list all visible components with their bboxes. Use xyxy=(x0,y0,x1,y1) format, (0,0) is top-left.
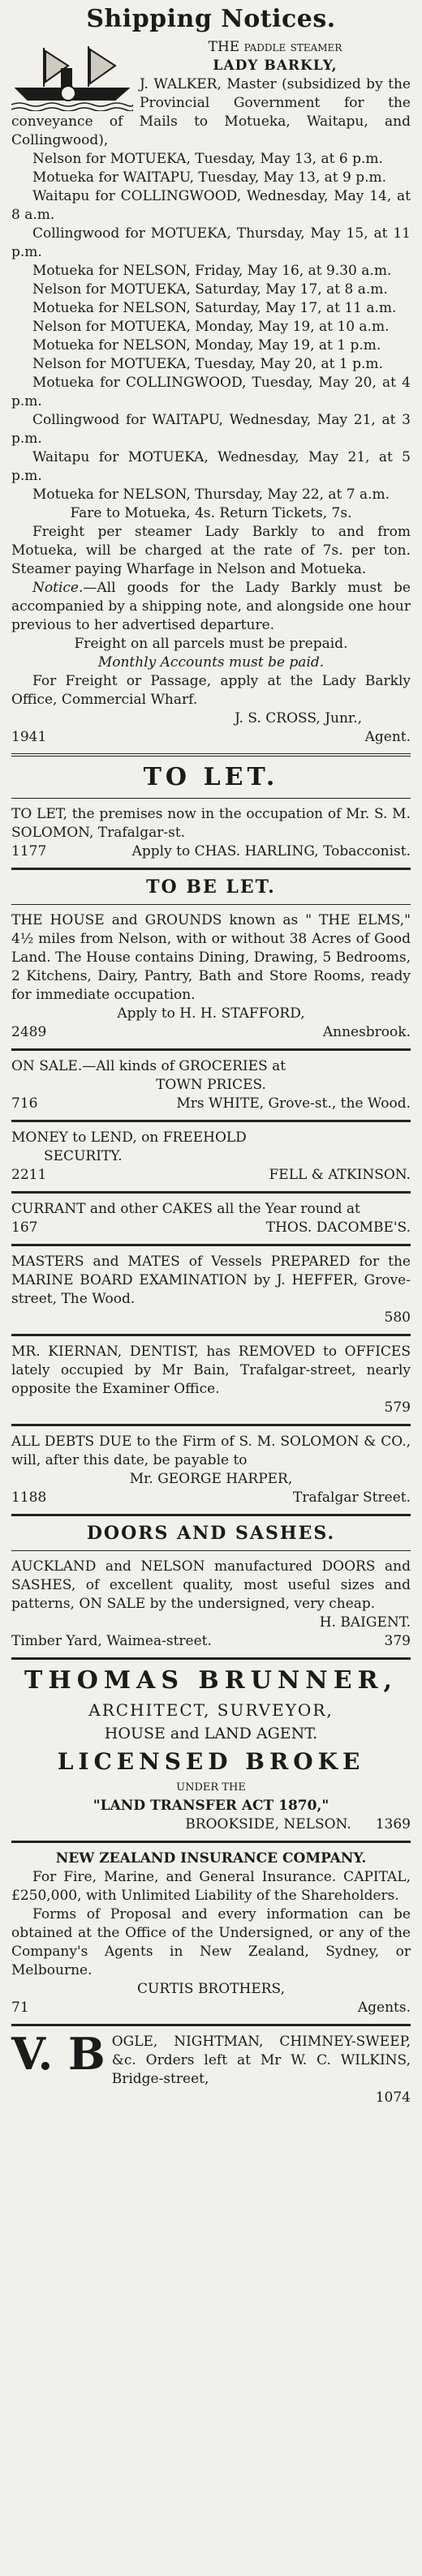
money-line2: SECURITY. xyxy=(44,1148,123,1164)
debts-street: Trafalgar Street. xyxy=(293,1489,411,1506)
money-footer xyxy=(11,1166,411,1185)
masters-body: MASTERS and MATES of Vessels PREPARED for the MARINE BOARD EXAMINATION by J. HEFFER, Grove-street, The Wood. xyxy=(11,1254,411,1307)
intro-line: THE paddle steamer xyxy=(208,39,342,55)
bogle-advertisement xyxy=(11,2028,411,2107)
to-let-advertisement xyxy=(11,805,411,861)
section-divider xyxy=(11,1048,411,1051)
section-divider xyxy=(11,868,411,870)
insurance-footer xyxy=(11,1999,411,2017)
insurance-body1: For Fire, Marine, and General Insurance. CAPITAL, £250,000, with Unlimited Liability of the Shareholders. xyxy=(11,1869,411,1904)
groceries-advertisement xyxy=(11,1057,411,1113)
debts-advertisement xyxy=(11,1433,411,1507)
to-let-heading: TO LET. xyxy=(143,763,279,791)
ad-number: 1188 xyxy=(11,1489,47,1506)
ad-number: 1074 xyxy=(375,2090,411,2106)
ad-number: 579 xyxy=(384,1399,411,1416)
insurance-signature: CURTIS BROTHERS, xyxy=(137,1981,285,1997)
divider xyxy=(11,798,411,799)
notice-label: Notice. xyxy=(32,580,84,596)
schedule-entry: Motueka for WAITAPU, Tuesday, May 13, at 9 p.m. xyxy=(32,169,387,186)
prepaid-line: Freight on all parcels must be prepaid. xyxy=(74,636,348,652)
schedule-entry: Nelson for MOTUEKA, Tuesday, May 13, at 6 p.m. xyxy=(32,151,383,167)
ad-number: 1369 xyxy=(375,1816,411,1832)
brunner-footer xyxy=(11,1815,411,1834)
section-divider xyxy=(11,1841,411,1843)
ad-number: 1941 xyxy=(11,729,47,745)
divider xyxy=(11,1550,411,1551)
schedule-entry: Collingwood for WAITAPU, Wednesday, May 21, at 3 p.m. xyxy=(11,412,411,447)
doors-footer xyxy=(11,1632,411,1651)
insurance-agents: Agents. xyxy=(357,2000,411,2016)
ad-number: 1177 xyxy=(11,843,47,859)
fare-line: Fare to Motueka, 4s. Return Tickets, 7s. xyxy=(70,505,352,521)
section-divider xyxy=(11,1657,411,1660)
to-be-let-place: Annesbrook. xyxy=(322,1024,411,1040)
doors-signature: H. BAIGENT. xyxy=(319,1614,411,1631)
brunner-under: UNDER THE xyxy=(176,1781,246,1794)
ad-number: 716 xyxy=(11,1095,38,1112)
ad-number: 2211 xyxy=(11,1167,47,1183)
doors-body: AUCKLAND and NELSON manufactured DOORS and SASHES, of excellent quality, most useful sizes and patterns, ON SALE by the undersigned, very cheap. xyxy=(11,1558,411,1612)
schedule-entry: Nelson for MOTUEKA, Tuesday, May 20, at 1 p.m. xyxy=(32,356,383,372)
money-signature: FELL & ATKINSON. xyxy=(269,1167,411,1183)
intro-body: J. WALKER, Master (subsidized by the Provincial Government for the conveyance of Mails to Motueka, Waitapu, and Collingwood), xyxy=(11,76,411,148)
brunner-address: BROOKSIDE, NELSON. xyxy=(185,1816,351,1832)
schedule-entry: Motueka for NELSON, Thursday, May 22, at 7 a.m. xyxy=(32,486,390,503)
money-line1: MONEY to LEND, on FREEHOLD xyxy=(11,1129,247,1146)
doors-yard: Timber Yard, Waimea-street. xyxy=(11,1633,212,1649)
brunner-subtitle: HOUSE and LAND AGENT. xyxy=(104,1725,318,1742)
dentist-advertisement xyxy=(11,1343,411,1417)
steamer-icon xyxy=(11,41,133,111)
brunner-advertisement xyxy=(11,1666,411,1834)
to-be-let-apply: Apply to H. H. STAFFORD, xyxy=(117,1005,305,1022)
groceries-signature: Mrs WHITE, Grove-st., the Wood. xyxy=(176,1095,411,1112)
doors-heading: DOORS AND SASHES. xyxy=(86,1523,336,1544)
to-let-body: TO LET, the premises now in the occupation of Mr. S. M. SOLOMON, Trafalgar-st. xyxy=(11,806,411,841)
to-be-let-heading: TO BE LET. xyxy=(146,877,276,898)
to-let-apply: Apply to CHAS. HARLING, Tobacconist. xyxy=(131,843,411,859)
to-be-let-footer xyxy=(11,1023,411,1042)
brunner-act: "LAND TRANSFER ACT 1870," xyxy=(93,1798,329,1814)
section-divider xyxy=(11,1424,411,1426)
schedule-entry: Waitapu for MOTUEKA, Wednesday, May 21, at 5 p.m. xyxy=(11,449,411,484)
masters-advertisement xyxy=(11,1253,411,1327)
section-divider xyxy=(11,753,411,757)
ad-number: 167 xyxy=(11,1219,38,1236)
schedule-entry: Collingwood for MOTUEKA, Thursday, May 15, at 11 p.m. xyxy=(11,225,411,260)
money-advertisement xyxy=(11,1129,411,1185)
schedule-entry: Motueka for NELSON, Monday, May 19, at 1 p.m. xyxy=(32,337,381,354)
bogle-initials: V. B xyxy=(11,2028,106,2080)
signature-line: J. S. CROSS, Junr., xyxy=(235,710,362,727)
lady-barkly-advertisement xyxy=(11,38,411,747)
ad-number: 379 xyxy=(384,1633,411,1649)
schedule-entry: Nelson for MOTUEKA, Saturday, May 17, at 8 a.m. xyxy=(32,281,388,298)
schedule-entry: Motueka for COLLINGWOOD, Tuesday, May 20, at 4 p.m. xyxy=(11,375,411,409)
currant-signature: THOS. DACOMBE'S. xyxy=(265,1219,411,1236)
section-divider xyxy=(11,1244,411,1246)
bogle-body: OGLE, NIGHTMAN, CHIMNEY-SWEEP, &c. Orders left at Mr W. C. WILKINS, Bridge-street, xyxy=(111,2034,411,2087)
insurance-body2: Forms of Proposal and every information can be obtained at the Office of the Undersigned, or any of the Company's Agents in New Zealand, Sydney, or Melbourne. xyxy=(11,1906,411,1978)
debts-footer xyxy=(11,1489,411,1507)
apply-line: For Freight or Passage, apply at the Lady Barkly Office, Commercial Wharf. xyxy=(11,673,411,708)
insurance-advertisement xyxy=(11,1849,411,2017)
ship-name: LADY BARKLY, xyxy=(213,58,338,74)
number-agent-row xyxy=(11,728,411,747)
insurance-title: NEW ZEALAND INSURANCE COMPANY. xyxy=(55,1850,367,1867)
brunner-licensed: LICENSED BROKE xyxy=(57,1748,365,1775)
to-be-let-advertisement xyxy=(11,911,411,1042)
section-divider xyxy=(11,1120,411,1122)
ad-number: 2489 xyxy=(11,1024,47,1040)
ad-number: 580 xyxy=(384,1309,411,1326)
schedule-entry: Motueka for NELSON, Friday, May 16, at 9.30 a.m. xyxy=(32,263,392,279)
groceries-footer xyxy=(11,1095,411,1113)
section-divider xyxy=(11,1514,411,1516)
brunner-name: THOMAS BRUNNER, xyxy=(24,1666,398,1695)
ad-number: 71 xyxy=(11,2000,29,2016)
currant-body: CURRANT and other CAKES all the Year round at xyxy=(11,1201,360,1217)
currant-footer xyxy=(11,1219,411,1237)
freight-line: Freight per steamer Lady Barkly to and from Motueka, will be charged at the rate of 7s. per ton. Steamer paying Wharfage in Nelson and Motueka. xyxy=(11,524,411,577)
schedule-entry: Nelson for MOTUEKA, Monday, May 19, at 10 a.m. xyxy=(32,319,390,335)
brunner-title: ARCHITECT, SURVEYOR, xyxy=(88,1700,334,1720)
debts-body: ALL DEBTS DUE to the Firm of S. M. SOLOMON & CO., will, after this date, be payable to xyxy=(11,1434,411,1468)
debts-payee: Mr. GEORGE HARPER, xyxy=(129,1471,293,1487)
section-divider xyxy=(11,2024,411,2026)
schedule-entry: Waitapu for COLLINGWOOD, Wednesday, May 14, at 8 a.m. xyxy=(11,188,411,223)
schedule-entry: Motueka for NELSON, Saturday, May 17, at 11 a.m. xyxy=(32,300,397,316)
section-divider xyxy=(11,1334,411,1336)
sailing-schedule xyxy=(11,150,411,504)
agent-label: Agent. xyxy=(364,729,411,745)
section-masthead: Shipping Notices. xyxy=(86,5,336,33)
section-divider xyxy=(11,1191,411,1194)
divider xyxy=(11,904,411,905)
to-be-let-body: THE HOUSE and GROUNDS known as " THE ELMS," 4½ miles from Nelson, with or without 38 Acres of Good Land. The House contains Dining, Drawing, 5 Bedrooms, 2 Kitchens, Dairy, Pantry, Bath and Store Rooms, ready for immediate occupation. xyxy=(11,912,411,1003)
currant-advertisement xyxy=(11,1200,411,1237)
to-let-footer xyxy=(11,842,411,861)
dentist-body: MR. KIERNAN, DENTIST, has REMOVED to OFFICES lately occupied by Mr Bain, Trafalgar-street, nearly opposite the Examiner Office. xyxy=(11,1344,411,1397)
monthly-line: Monthly Accounts must be paid. xyxy=(97,654,325,671)
groceries-line1: ON SALE.—All kinds of GROCERIES at xyxy=(11,1058,286,1074)
doors-advertisement xyxy=(11,1558,411,1651)
notice-body: —All goods for the Lady Barkly must be accompanied by a shipping note, and alongside one hour previous to her advertised departure. xyxy=(11,580,411,633)
notice-line xyxy=(11,579,411,635)
groceries-line2: TOWN PRICES. xyxy=(156,1077,266,1093)
